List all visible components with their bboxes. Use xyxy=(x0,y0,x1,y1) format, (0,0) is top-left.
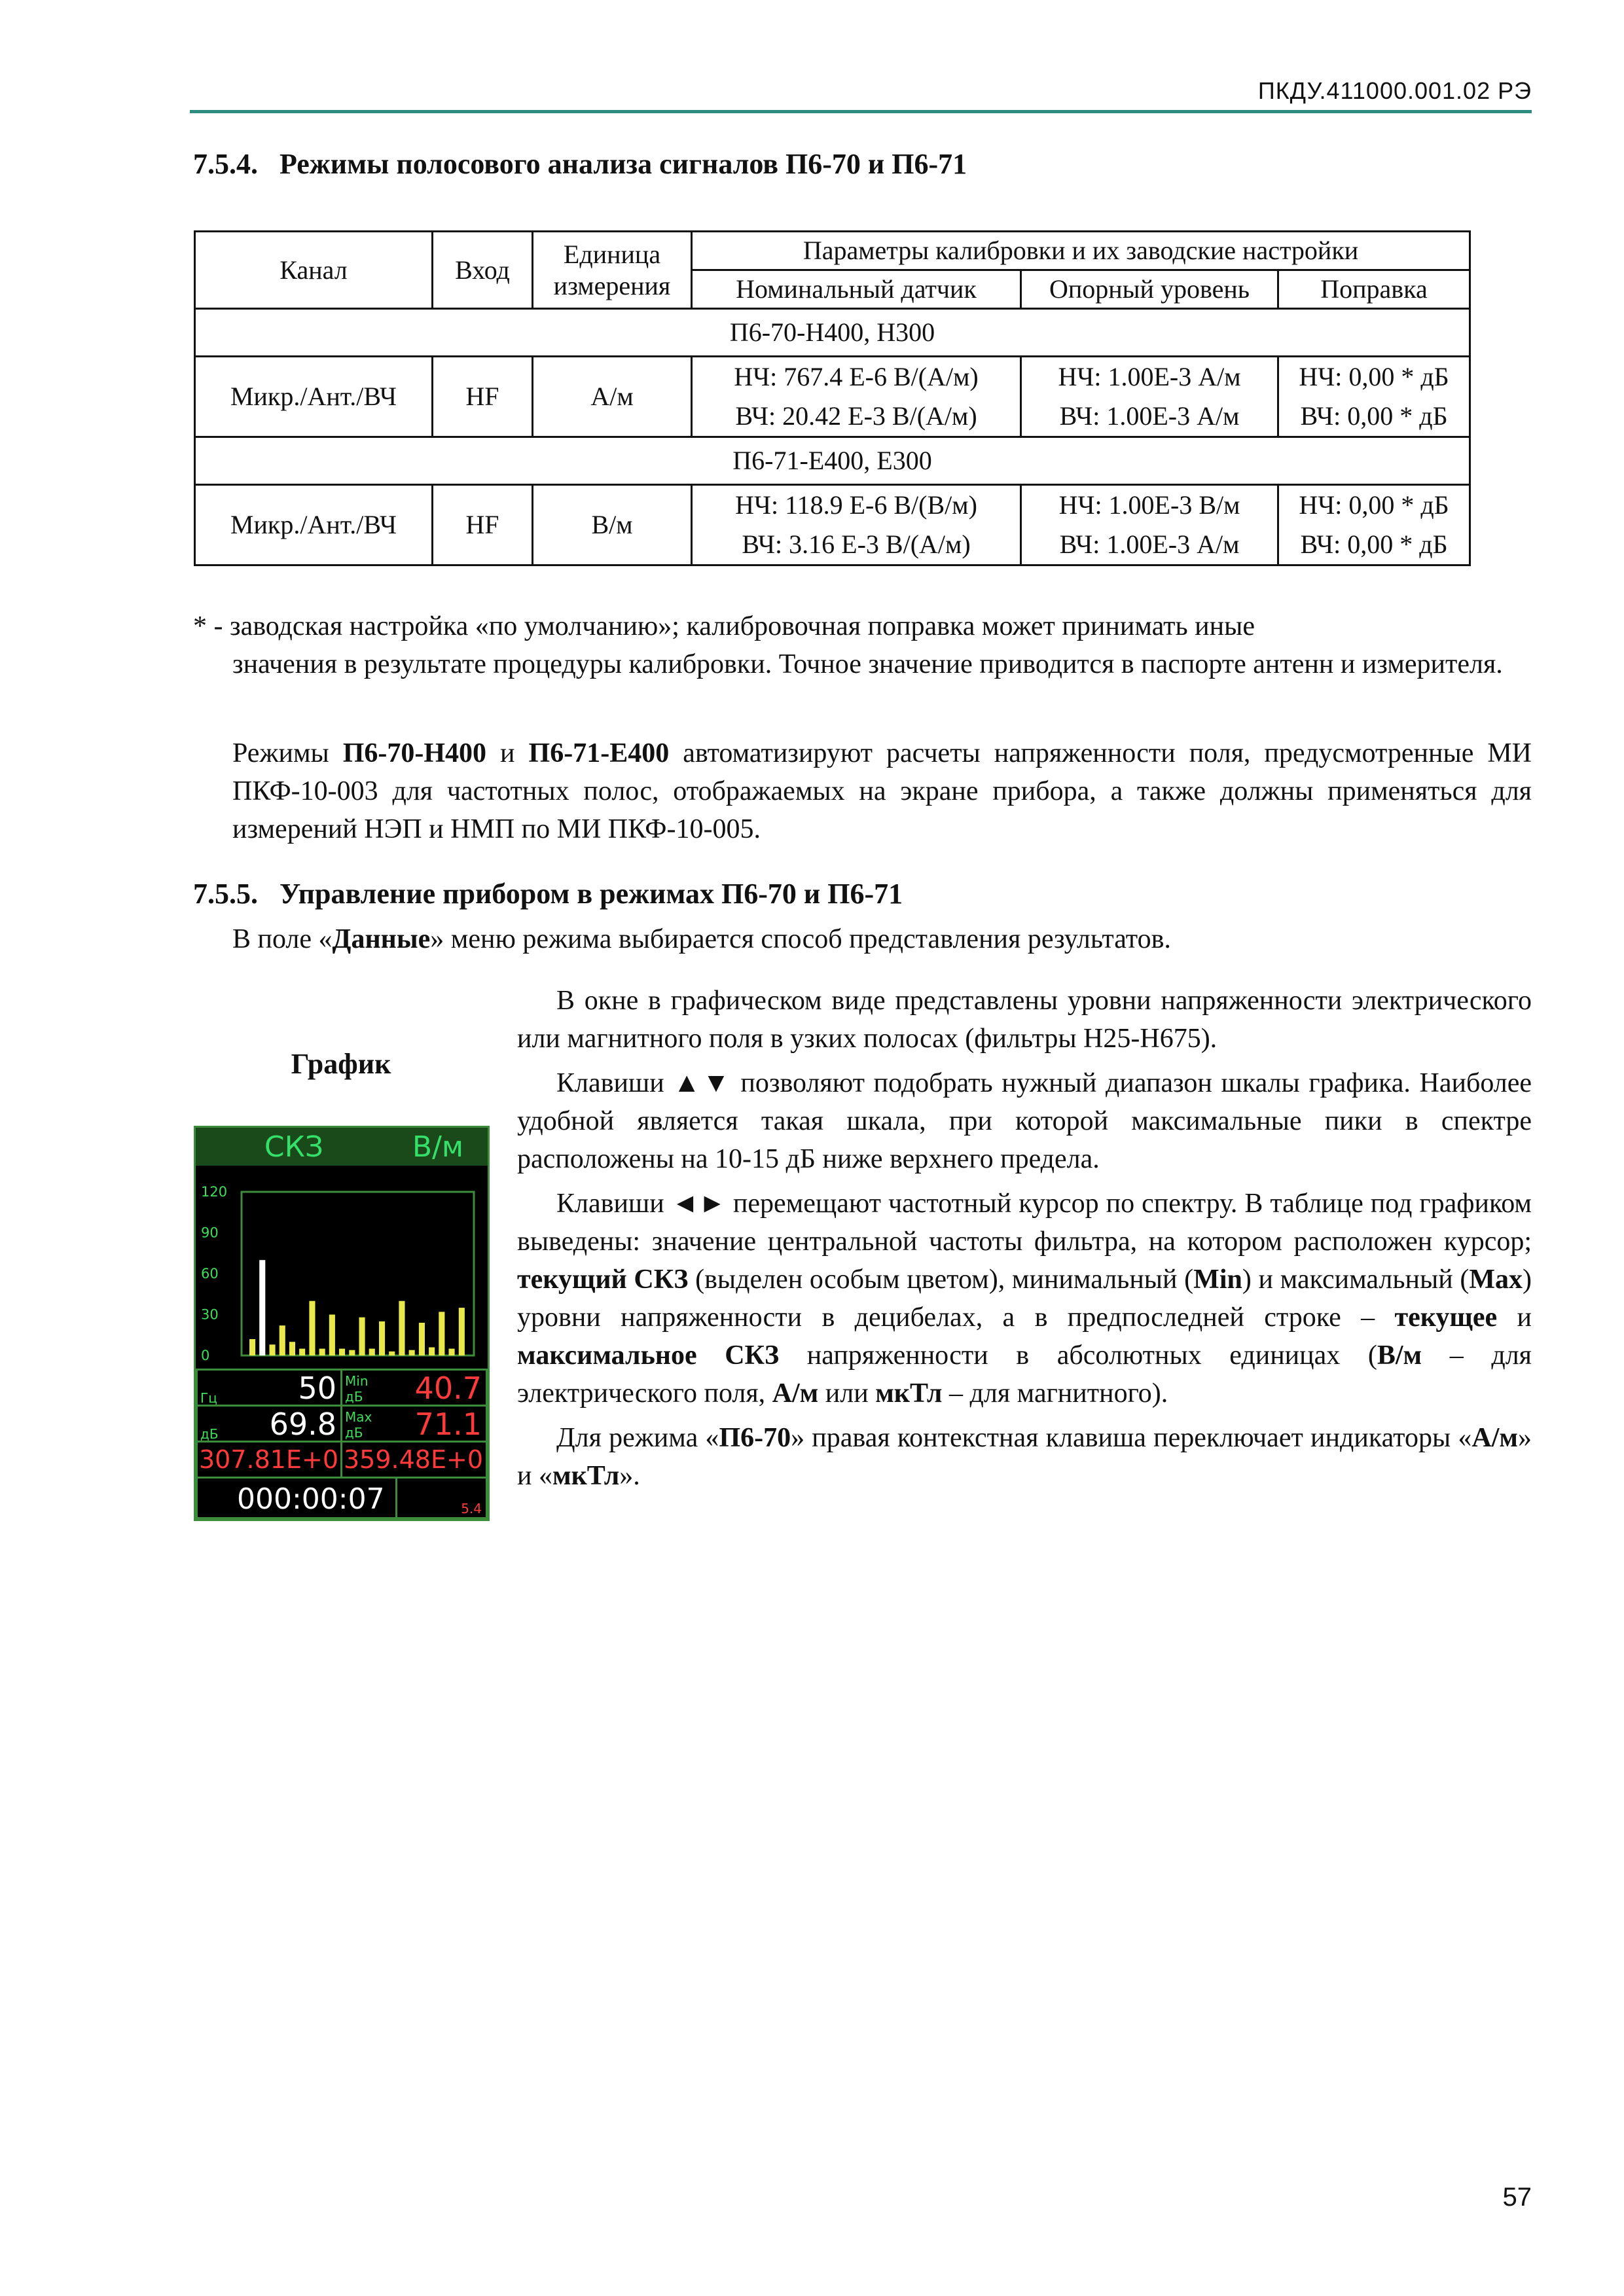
text: и xyxy=(486,738,529,768)
data-field-name: Данные xyxy=(332,924,431,954)
abs-current-cell xyxy=(196,1441,342,1479)
spectrum-bar xyxy=(369,1349,375,1355)
col-header-unit-line2: измерения xyxy=(553,270,671,300)
graph-description-p3 xyxy=(517,1185,1532,1412)
col-header-ref: Опорный уровень xyxy=(1021,270,1278,309)
battery-cell xyxy=(395,1477,488,1519)
text: » и « xyxy=(517,1423,1532,1491)
text: В поле « xyxy=(232,924,333,954)
text: или xyxy=(818,1378,876,1408)
nominal-lf: НЧ: 767.4 Е-6 В/(А/м) xyxy=(734,362,979,391)
table-group-title: П6-71-Е400, Е300 xyxy=(195,437,1470,485)
timer-cell xyxy=(196,1477,397,1519)
term: А/м xyxy=(772,1378,819,1408)
text: Клавиши xyxy=(556,1189,672,1219)
col-header-input: Вход xyxy=(433,232,533,309)
col-header-unit-line1: Единица xyxy=(563,239,661,269)
col-header-corr: Поправка xyxy=(1278,270,1470,309)
text: » правая контекстная клавиша переключает индикаторы « xyxy=(791,1423,1472,1453)
left-right-keys-icon: ◄► xyxy=(671,1189,726,1219)
corr-hf: ВЧ: 0,00 * дБ xyxy=(1300,529,1448,559)
text: Режимы xyxy=(232,738,343,768)
freq-cell xyxy=(196,1369,342,1407)
term: Max xyxy=(1469,1265,1523,1295)
timer-value: 000:00:07 xyxy=(237,1482,385,1516)
text: ) уровни напряженности в децибелах, а в предпоследней строке – xyxy=(517,1265,1532,1333)
table-group-title: П6-70-Н400, Н300 xyxy=(195,309,1470,357)
graph-description xyxy=(517,982,1532,1501)
freq-value: 50 xyxy=(298,1371,336,1406)
table-row xyxy=(195,357,1470,437)
text: Клавиши xyxy=(556,1068,674,1098)
term: максимальное СКЗ xyxy=(517,1340,780,1371)
header-divider xyxy=(190,110,1532,113)
max-sub-label: дБ xyxy=(345,1425,363,1441)
spectrum-bar xyxy=(280,1325,285,1355)
term: текущее xyxy=(1394,1302,1498,1333)
text: ». xyxy=(619,1461,640,1491)
abs-max-value: 359.48E+0 xyxy=(344,1445,483,1474)
term: мкТл xyxy=(552,1461,620,1491)
spectrum-bar xyxy=(249,1339,255,1355)
data-field-paragraph xyxy=(232,920,1532,958)
table-row xyxy=(195,485,1470,565)
ref-hf: ВЧ: 1.00Е-3 А/м xyxy=(1059,529,1240,559)
term: мкТл xyxy=(875,1378,943,1408)
y-tick-label: 120 xyxy=(201,1184,228,1200)
abs-current-value: 307.81E+0 xyxy=(199,1445,338,1474)
cell-nominal xyxy=(692,357,1021,437)
text: и xyxy=(1497,1302,1532,1333)
spectrum-bar xyxy=(379,1321,385,1355)
calibration-table xyxy=(194,230,1471,566)
min-label: Min xyxy=(345,1373,369,1389)
term: П6-70 xyxy=(719,1423,791,1453)
footnote xyxy=(193,607,1532,683)
section-heading-7-5-5: 7.5.5. Управление прибором в режимах П6-70 и П6-71 xyxy=(193,878,903,910)
spectrum-bar xyxy=(429,1348,435,1356)
y-tick-label: 90 xyxy=(201,1225,219,1241)
graph-description-p4 xyxy=(517,1419,1532,1495)
spectrum-bar xyxy=(459,1308,465,1355)
y-tick-label: 60 xyxy=(201,1266,219,1282)
graph-description-p2 xyxy=(517,1064,1532,1178)
spectrum-bar xyxy=(449,1349,455,1355)
text: перемещают частотный курсор по спектру. В таблице под графиком выведены: значение центральной частоты фильтра, на котором расположен курсор; xyxy=(517,1189,1532,1257)
spectrum-bar xyxy=(329,1315,335,1356)
abs-max-cell xyxy=(340,1441,488,1479)
text: » меню режима выбирается способ представления результатов. xyxy=(430,924,1171,954)
cell-input: HF xyxy=(433,357,533,437)
cell-corr xyxy=(1278,485,1470,565)
spectrum-bar xyxy=(289,1342,295,1355)
nominal-hf: ВЧ: 3.16 Е-3 В/(А/м) xyxy=(742,529,971,559)
min-sub-label: дБ xyxy=(345,1389,363,1405)
col-header-nominal: Номинальный датчик xyxy=(692,270,1021,309)
corr-lf: НЧ: 0,00 * дБ xyxy=(1299,490,1449,520)
mode-name-h400: П6-70-Н400 xyxy=(342,738,487,768)
up-down-keys-icon: ▲▼ xyxy=(673,1068,732,1098)
spectrum-bar xyxy=(270,1344,276,1355)
current-cell xyxy=(196,1405,342,1443)
spectrum-bar xyxy=(349,1350,355,1355)
col-header-unit xyxy=(533,232,692,309)
term: В/м xyxy=(1377,1340,1422,1371)
cell-corr xyxy=(1278,357,1470,437)
text: Для режима « xyxy=(556,1423,719,1453)
text: позволяют подобрать нужный диапазон шкалы графика. Наиболее удобной является такая шкала, при которой максимальные пики в спектре расположены на 10-15 дБ ниже верхнего предела. xyxy=(517,1068,1532,1174)
spectrum-bar xyxy=(439,1312,444,1355)
freq-label: Гц xyxy=(200,1390,217,1406)
text: ) и максимальный ( xyxy=(1242,1265,1470,1295)
section-heading-7-5-4: 7.5.4. Режимы полосового анализа сигналов П6-70 и П6-71 xyxy=(193,148,967,180)
cell-channel: Микр./Ант./ВЧ xyxy=(195,485,433,565)
battery-value: 5.4 xyxy=(461,1501,482,1516)
corr-lf: НЧ: 0,00 * дБ xyxy=(1299,362,1449,391)
spectrum-bar xyxy=(359,1318,365,1355)
text: напряженности в абсолютных единицах ( xyxy=(779,1340,1377,1371)
spectrum-bar xyxy=(409,1350,415,1355)
cell-ref xyxy=(1021,485,1278,565)
col-header-channel: Канал xyxy=(195,232,433,309)
graph-caption: График xyxy=(291,1048,391,1080)
min-value: 40.7 xyxy=(414,1371,482,1406)
mode-name-e400: П6-71-Е400 xyxy=(528,738,670,768)
page-number: 57 xyxy=(1502,2183,1532,2212)
text: – для магнитного). xyxy=(942,1378,1168,1408)
document-code: ПКДУ.411000.001.02 РЭ xyxy=(1257,77,1532,104)
cell-ref xyxy=(1021,357,1278,437)
graph-description-p1: В окне в графическом виде представлены уровни напряженности электрического или магнитного поля в узких полосах (фильтры Н25-Н675). xyxy=(517,986,1532,1054)
nominal-hf: ВЧ: 20.42 Е-3 В/(А/м) xyxy=(735,401,977,431)
term: текущий СКЗ xyxy=(517,1265,689,1295)
modes-paragraph xyxy=(232,734,1532,848)
corr-hf: ВЧ: 0,00 * дБ xyxy=(1300,401,1448,431)
spectrum-chart xyxy=(196,1166,488,1369)
ref-lf: НЧ: 1.00Е-3 В/м xyxy=(1058,490,1240,520)
spectrum-bar xyxy=(399,1301,405,1355)
cursor-bar xyxy=(259,1260,265,1355)
footnote-rest: значения в результате процедуры калибровки. Точное значение приводится в паспорте антенн и измерителя. xyxy=(232,649,1503,679)
text: автоматизируют расчеты напряженности поля, предусмотренные МИ ПКФ-10-003 для частотных полос, отображаемых на экране прибора, а также должны применяться для измерений НЭП и НМП по МИ ПКФ-10-005. xyxy=(232,738,1532,844)
spectrum-bar xyxy=(319,1349,325,1355)
y-tick-label: 30 xyxy=(201,1306,219,1323)
text: (выделен особым цветом), минимальный ( xyxy=(688,1265,1194,1295)
ref-hf: ВЧ: 1.00Е-3 А/м xyxy=(1059,401,1240,431)
screen-title: СКЗ xyxy=(264,1130,324,1164)
min-cell xyxy=(340,1369,488,1407)
nominal-lf: НЧ: 118.9 Е-6 В/(В/м) xyxy=(735,490,977,520)
y-tick-label: 0 xyxy=(201,1348,210,1363)
spectrum-bar xyxy=(309,1301,315,1355)
term: Min xyxy=(1193,1265,1242,1295)
screen-unit: В/м xyxy=(412,1130,464,1164)
term: А/м xyxy=(1471,1423,1518,1453)
db-label: дБ xyxy=(200,1426,219,1442)
cell-nominal xyxy=(692,485,1021,565)
footnote-first-line: * - заводская настройка «по умолчанию»; калибровочная поправка может принимать иные xyxy=(193,611,1255,641)
cell-unit: А/м xyxy=(533,357,692,437)
spectrum-bar xyxy=(299,1349,305,1355)
current-value: 69.8 xyxy=(269,1407,336,1442)
max-cell xyxy=(340,1405,488,1443)
max-label: Max xyxy=(345,1409,372,1425)
spectrum-bar xyxy=(419,1323,425,1355)
cell-unit: В/м xyxy=(533,485,692,565)
ref-lf: НЧ: 1.00Е-3 А/м xyxy=(1058,362,1241,391)
cell-input: HF xyxy=(433,485,533,565)
cell-channel: Микр./Ант./ВЧ xyxy=(195,357,433,437)
max-value: 71.1 xyxy=(414,1407,482,1442)
device-screen xyxy=(194,1126,490,1521)
spectrum-bar xyxy=(389,1352,395,1355)
text: – для электрического поля, xyxy=(517,1340,1532,1408)
col-header-params: Параметры калибровки и их заводские настройки xyxy=(692,232,1470,270)
spectrum-bar xyxy=(339,1349,345,1355)
